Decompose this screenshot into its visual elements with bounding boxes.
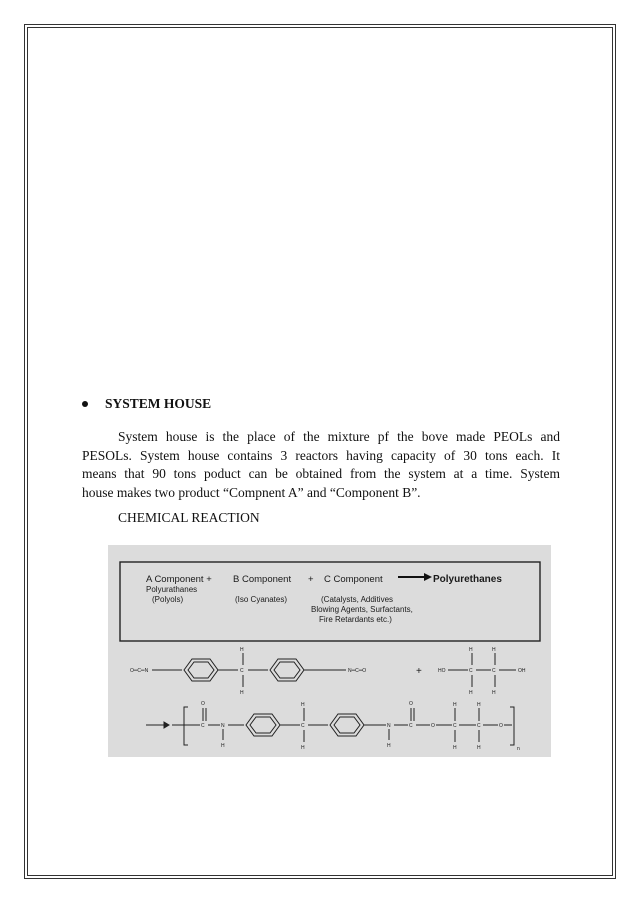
reaction-diagram	[108, 545, 551, 757]
c-component-label: C Component	[324, 574, 383, 585]
svg-text:C: C	[240, 668, 244, 674]
svg-text:C: C	[453, 723, 457, 729]
svg-text:H: H	[477, 702, 481, 708]
svg-text:HO: HO	[438, 668, 446, 674]
plus-sign: +	[308, 574, 314, 585]
svg-text:C: C	[409, 723, 413, 729]
paragraph-line: System house is the place of the mixture pf the bove made PEOLs and	[118, 429, 560, 444]
svg-text:C: C	[469, 668, 473, 674]
polyurethane-structure	[146, 701, 520, 752]
paragraph-line: PESOLs. System house contains 3 reactors having capacity of 30 tons each. It	[82, 447, 560, 463]
svg-text:H: H	[453, 702, 457, 708]
svg-text:H: H	[301, 702, 305, 708]
svg-text:H: H	[477, 745, 481, 751]
svg-text:C: C	[492, 668, 496, 674]
svg-text:H: H	[469, 690, 473, 696]
svg-text:H: H	[492, 647, 496, 653]
a-component-label: A Component +	[146, 574, 212, 585]
svg-text:N═C═O: N═C═O	[348, 668, 367, 674]
diol-structure	[438, 647, 526, 696]
svg-text:H: H	[221, 743, 225, 749]
svg-text:O═C═N: O═C═N	[130, 668, 149, 674]
svg-text:H: H	[240, 690, 244, 696]
chemical-reaction-figure	[108, 545, 551, 757]
svg-text:H: H	[387, 743, 391, 749]
diisocyanate-structure	[130, 647, 366, 696]
svg-text:O: O	[201, 701, 205, 707]
chemical-reaction-heading: CHEMICAL REACTION	[118, 510, 260, 525]
svg-text:O: O	[431, 723, 435, 729]
b-component-label: B Component	[233, 574, 292, 585]
product-label: Polyurethanes	[433, 574, 502, 585]
svg-text:H: H	[469, 647, 473, 653]
svg-text:n: n	[517, 746, 520, 752]
reaction-arrow-head-icon	[424, 573, 432, 581]
c-component-sub2: Blowing Agents, Surfactants,	[311, 605, 413, 614]
plus-sign-formula: +	[416, 666, 422, 677]
svg-text:H: H	[453, 745, 457, 751]
svg-text:N: N	[387, 723, 391, 729]
bullet-icon	[82, 401, 88, 407]
svg-text:H: H	[492, 690, 496, 696]
section-heading-system-house	[82, 396, 211, 412]
b-component-sub: (Iso Cyanates)	[235, 595, 288, 604]
svg-text:H: H	[301, 745, 305, 751]
body-paragraph	[82, 428, 560, 502]
paragraph-line: house makes two product “Compnent A” and “Component B”.	[82, 484, 421, 500]
svg-text:O: O	[409, 701, 413, 707]
c-component-sub1: (Catalysts, Additives	[321, 595, 394, 604]
a-component-sub2: (Polyols)	[152, 595, 184, 604]
c-component-sub3: Fire Retardants etc.)	[319, 615, 392, 624]
svg-text:C: C	[477, 723, 481, 729]
svg-text:C: C	[201, 723, 205, 729]
a-component-sub1: Polyurathanes	[146, 585, 198, 594]
paragraph-line: means that 90 tons poduct can be obtained from the system at a time. System	[82, 466, 560, 481]
svg-text:C: C	[301, 723, 305, 729]
svg-text:H: H	[240, 647, 244, 653]
section-title: SYSTEM HOUSE	[105, 396, 212, 411]
svg-text:OH: OH	[518, 668, 526, 674]
svg-text:O: O	[499, 723, 503, 729]
svg-text:N: N	[221, 723, 225, 729]
